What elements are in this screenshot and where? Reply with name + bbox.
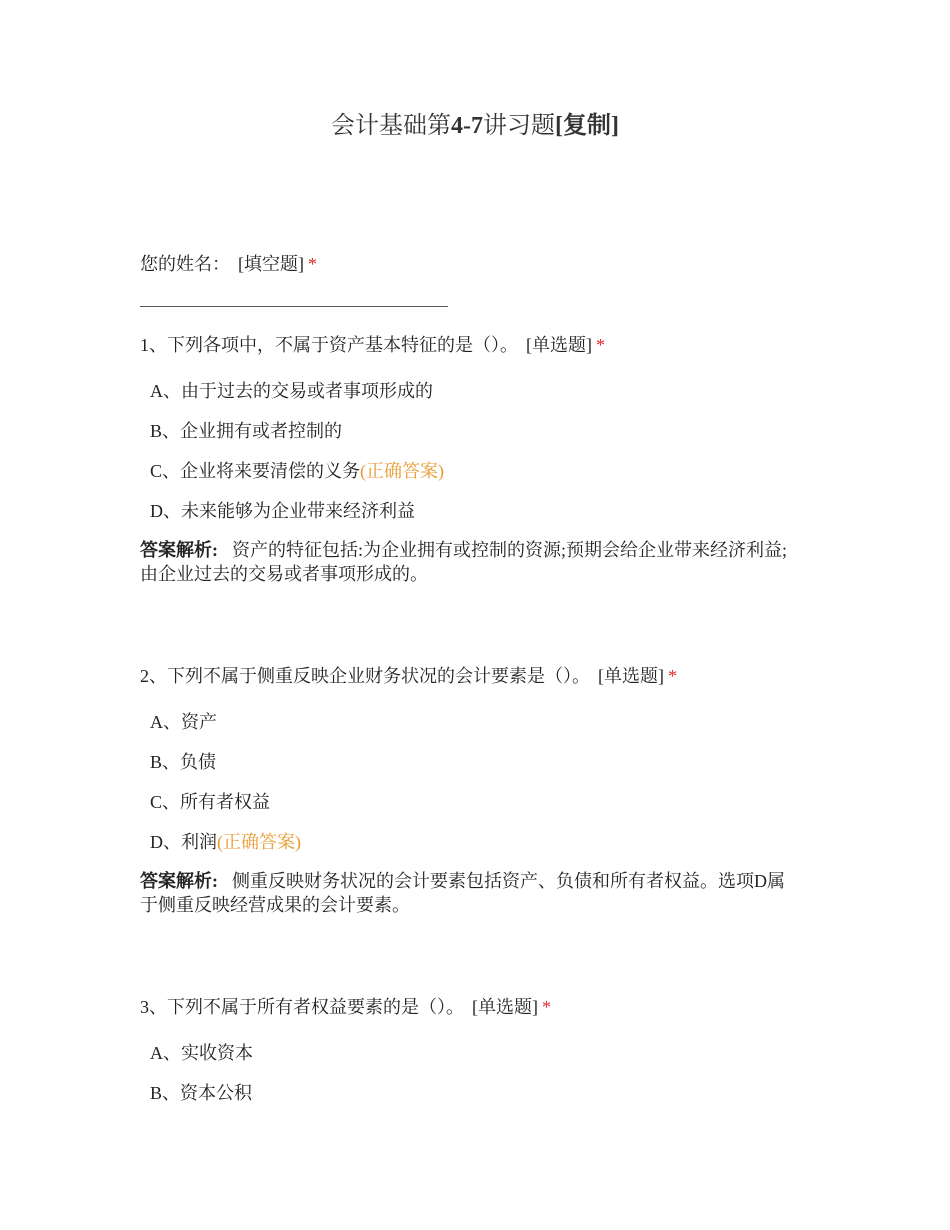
name-input-line[interactable] [140,306,448,307]
question-2-option-b[interactable] [150,750,216,774]
title-suffix: [复制] [555,113,619,139]
question-2-option-a[interactable] [150,710,217,734]
question-1-option-d[interactable] [150,499,415,523]
question-1-option-b[interactable] [150,419,342,443]
question-2-analysis [140,869,800,917]
question-3-option-b[interactable] [150,1081,252,1105]
correct-answer-label: (正确答案) [217,832,301,852]
option-text: A、实收资本 [150,1043,253,1063]
option-text: A、资产 [150,712,217,732]
question-1-option-a[interactable] [150,379,433,403]
required-mark: * [668,666,677,686]
question-type: [单选题] [598,666,664,686]
question-1-text: 1、下列各项中，不属于资产基本特征的是（）。 [140,335,518,355]
question-2-option-c[interactable] [150,790,270,814]
required-mark: * [542,997,551,1017]
option-text: A、由于过去的交易或者事项形成的 [150,381,433,401]
option-text: C、所有者权益 [150,792,271,812]
analysis-label: 答案解析: [140,871,218,891]
title-number: 4-7 [451,113,483,139]
analysis-label: 答案解析: [140,540,218,560]
option-text: B、资本公积 [150,1083,253,1103]
question-1-option-c[interactable] [150,459,444,483]
analysis-text: 资产的特征包括:为企业拥有或控制的资源;预期会给企业带来经济利益;由企业过去的交易或者事项形成的。 [140,540,787,584]
name-question [140,252,810,276]
question-type: [单选题] [526,335,592,355]
question-3 [140,995,810,1019]
option-text: C、企业将来要清偿的义务 [150,461,361,481]
question-2-text: 2、下列不属于侧重反映企业财务状况的会计要素是（）。 [140,666,590,686]
question-2-option-d[interactable] [150,830,301,854]
option-text: B、企业拥有或者控制的 [150,421,343,441]
question-1-analysis [140,538,800,586]
name-question-label: 您的姓名： [140,254,230,274]
title-prefix: 会计基础第 [331,113,451,139]
question-3-option-a[interactable] [150,1041,253,1065]
question-1 [140,333,810,357]
question-type: [单选题] [472,997,538,1017]
page-title [0,110,950,142]
question-type: [填空题] [238,254,304,274]
required-mark: * [596,335,605,355]
required-mark: * [308,254,317,274]
question-2 [140,664,810,688]
option-text: D、未来能够为企业带来经济利益 [150,501,415,521]
question-3-text: 3、下列不属于所有者权益要素的是（）。 [140,997,464,1017]
option-text: B、负债 [150,752,217,772]
title-middle: 讲习题 [483,113,555,139]
correct-answer-label: (正确答案) [360,461,445,481]
analysis-text: 侧重反映财务状况的会计要素包括资产、负债和所有者权益。选项D属于侧重反映经营成果的会计要素。 [140,871,785,915]
option-text: D、利润 [150,832,217,852]
